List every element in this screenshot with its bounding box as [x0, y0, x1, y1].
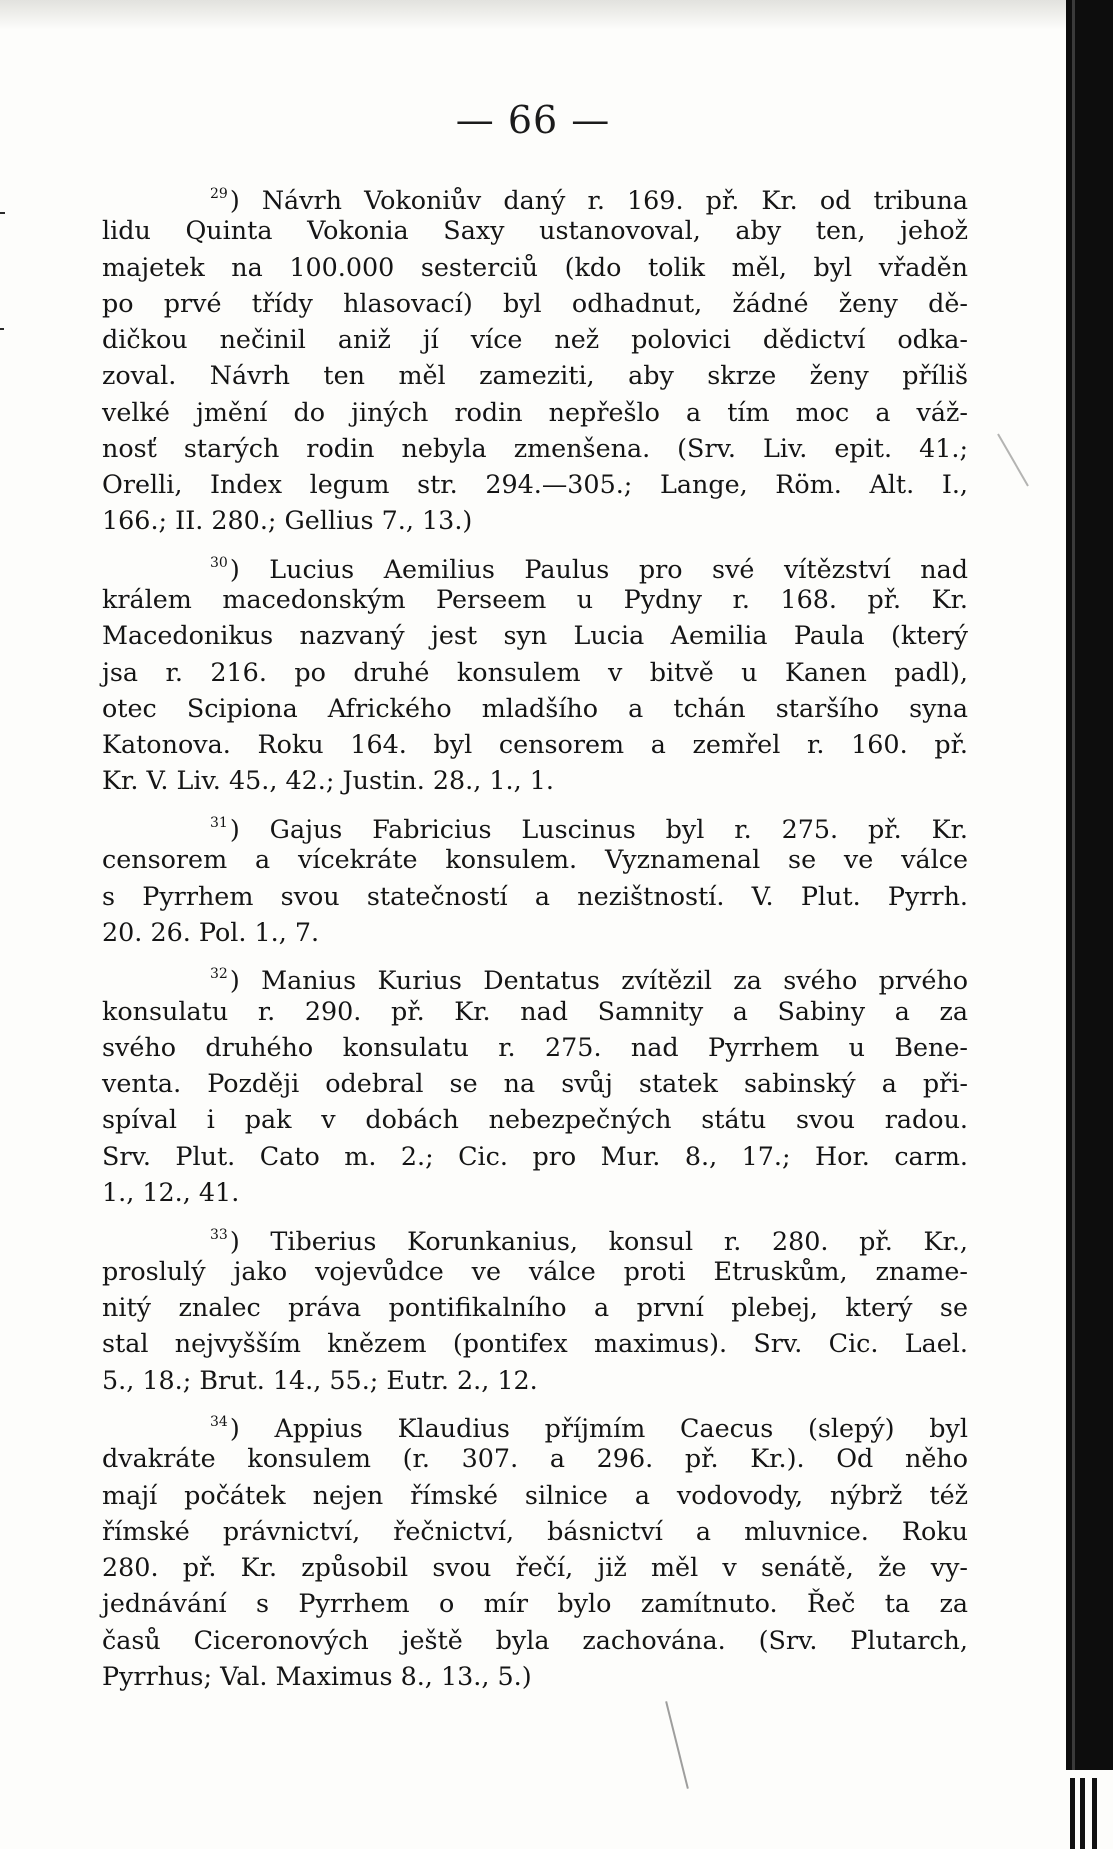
footnote-line — [102, 1477, 968, 1513]
footnote-marker-paren: ) — [229, 553, 270, 584]
footnote-text: konsulatu r. 290. př. Kr. nad Samnity a Sabiny a za — [102, 995, 968, 1026]
footnote-text: lidu Quinta Vokonia Saxy ustanovoval, aby ten, jehož — [102, 215, 968, 246]
footnote-text: po prvé třídy hlasovací) byl odhadnut, žádné ženy dě- — [102, 287, 968, 318]
footnote-text: Srv. Plut. Cato m. 2.; Cic. pro Mur. 8., 17.; Hor. carm. — [102, 1140, 968, 1171]
footnote-line — [102, 502, 968, 538]
footnote-text: majetek na 100.000 sesterciů (kdo tolik měl, byl vřaděn — [102, 251, 968, 282]
footnote-text: Pyrrhus; Val. Maximus 8., 13., 5.) — [102, 1660, 532, 1691]
footnote-line — [102, 993, 968, 1029]
footnote-line — [102, 1404, 968, 1444]
footnote-marker: 32 — [210, 966, 228, 983]
footnote-marker-paren: ) — [229, 1413, 275, 1444]
footnote-text: 166.; II. 280.; Gellius 7., 13.) — [102, 505, 473, 536]
footnote-text: spíval i pak v dobách nebezpečných státu svou radou. — [102, 1104, 968, 1135]
footnote-line — [102, 1174, 968, 1210]
footnote-text: 5., 18.; Brut. 14., 55.; Eutr. 2., 12. — [102, 1364, 538, 1395]
footnote-text: 20. 26. Pol. 1., 7. — [102, 916, 320, 947]
footnote-text: dvakráte konsulem (r. 307. a 296. př. Kr.). Od něho — [102, 1443, 968, 1474]
footnote-text: 1., 12., 41. — [102, 1176, 240, 1207]
footnote-line — [102, 1138, 968, 1174]
footnote-text: stal nejvyšším knězem (pontifex maximus). Srv. Cic. Lael. — [102, 1328, 968, 1359]
footnote-line — [102, 581, 968, 617]
footnote-text: s Pyrrhem svou statečností a nezištností. V. Plut. Pyrrh. — [102, 880, 968, 911]
footnote-marker-paren: ) — [229, 1225, 271, 1256]
footnote-text: svého druhého konsulatu r. 275. nad Pyrrhem u Bene- — [102, 1031, 968, 1062]
footnote-text: proslulý jako vojevůdce ve válce proti Etruskům, zname- — [102, 1255, 968, 1286]
footnote-line — [102, 1217, 968, 1256]
footnote-marker: 33 — [210, 1226, 228, 1243]
footnote-line — [102, 805, 968, 845]
footnote-31 — [102, 805, 968, 950]
footnote-text: nitý znalec práva pontifikalního a první plebej, který se — [102, 1292, 968, 1323]
footnote-line — [102, 956, 968, 996]
footnote-33 — [102, 1217, 968, 1398]
footnote-text: Orelli, Index legum str. 294.—305.; Lange, Röm. Alt. I., — [102, 469, 968, 499]
footnote-line — [102, 357, 968, 393]
footnote-text: Macedonikus nazvaný jest syn Lucia Aemilia Paula (který — [102, 620, 968, 651]
footnote-text: jsa r. 216. po druhé konsulem v bitvě u Kanen padl), — [102, 656, 968, 687]
scan-speck — [0, 212, 5, 214]
footnote-line — [102, 249, 968, 285]
footnote-line — [102, 212, 968, 248]
footnote-text: zoval. Návrh ten měl zameziti, aby skrze ženy příliš — [102, 360, 968, 391]
footnotes — [102, 176, 968, 1694]
footnote-text: nosť starých rodin nebyla zmenšena. (Srv. Liv. epit. 41.; — [102, 432, 968, 463]
footnote-marker-paren: ) — [229, 185, 262, 215]
footnote-line — [102, 1549, 968, 1585]
scan-top-shadow — [0, 0, 1066, 30]
footnote-text: censorem a vícekráte konsulem. Vyznamenal se ve válce — [102, 844, 968, 875]
footnote-text: Appius Klaudius příjmím Caecus (slepý) byl — [274, 1413, 968, 1444]
footnote-line — [102, 878, 968, 914]
footnote-line — [102, 394, 968, 430]
footnote-text: Kr. V. Liv. 45., 42.; Justin. 28., 1., 1. — [102, 765, 554, 796]
footnote-line — [102, 1585, 968, 1621]
footnote-32 — [102, 956, 968, 1210]
footnote-line — [102, 726, 968, 762]
footnote-line — [102, 1029, 968, 1065]
footnote-text: venta. Později odebral se na svůj statek sabinský a při- — [102, 1068, 968, 1099]
footnote-marker-paren: ) — [229, 965, 262, 996]
footnote-line — [102, 762, 968, 798]
scan-edge-mark — [1080, 1778, 1085, 1849]
footnote-line — [102, 1658, 968, 1694]
footnote-marker-paren: ) — [229, 814, 270, 845]
footnote-text: časů Ciceronových ještě byla zachována. (Srv. Plutarch, — [102, 1624, 968, 1655]
footnote-line — [102, 1101, 968, 1137]
footnote-line — [102, 466, 968, 502]
footnote-line — [102, 321, 968, 357]
footnote-line — [102, 654, 968, 690]
footnote-line — [102, 1513, 968, 1549]
footnote-line — [102, 841, 968, 877]
footnote-text: Návrh Vokoniův daný r. 169. př. Kr. od tribuna — [261, 185, 968, 215]
footnote-30 — [102, 545, 968, 799]
footnote-text: králem macedonským Perseem u Pydny r. 168. př. Kr. — [102, 584, 968, 615]
footnote-line — [102, 430, 968, 466]
footnote-text: Katonova. Roku 164. byl censorem a zemřel r. 160. př. — [102, 729, 968, 760]
scan-edge-streak — [1072, 0, 1075, 1849]
footnote-marker: 29 — [210, 186, 228, 202]
scan-bottom-corner — [1066, 1770, 1113, 1849]
scan-edge-mark — [1092, 1778, 1097, 1849]
footnote-line — [102, 545, 968, 584]
footnote-text: Lucius Aemilius Paulus pro své vítězství nad — [269, 553, 968, 584]
footnote-text: otec Scipiona Afrického mladšího a tchán staršího syna — [102, 692, 968, 723]
page-number: — 66 — — [455, 98, 611, 142]
scan-edge-mark — [1070, 1778, 1075, 1849]
footnote-34 — [102, 1404, 968, 1694]
footnote-text: velké jmění do jiných rodin nepřešlo a tím moc a váž- — [102, 396, 968, 427]
scan-speck — [0, 328, 4, 330]
footnote-text: Tiberius Korunkanius, konsul r. 280. př. Kr., — [270, 1225, 968, 1256]
footnote-text: mají počátek nejen římské silnice a vodovody, nýbrž též — [102, 1479, 968, 1510]
footnote-line — [102, 1362, 968, 1398]
footnote-text: jednávání s Pyrrhem o mír bylo zamítnuto. Řeč ta za — [102, 1588, 968, 1619]
footnote-line — [102, 1253, 968, 1289]
footnote-text: římské právnictví, řečnictví, básnictví a mluvnice. Roku — [102, 1515, 968, 1546]
footnote-marker: 30 — [210, 554, 228, 571]
footnote-text: Gajus Fabricius Luscinus byl r. 275. př. Kr. — [269, 814, 968, 845]
footnote-line — [102, 176, 968, 215]
footnote-line — [102, 617, 968, 653]
footnote-29 — [102, 176, 968, 539]
footnote-line — [102, 1440, 968, 1476]
footnote-line — [102, 914, 968, 950]
scan-right-edge — [1066, 0, 1113, 1849]
footnote-text: Manius Kurius Dentatus zvítězil za svého prvého — [261, 965, 968, 996]
footnote-text: dičkou nečinil aniž jí více než polovici dědictví odka- — [102, 324, 968, 354]
footnote-text: 280. př. Kr. způsobil svou řečí, již měl v senátě, že vy- — [102, 1552, 968, 1583]
footnote-line — [102, 1065, 968, 1101]
footnote-line — [102, 1325, 968, 1361]
footnote-line — [102, 1622, 968, 1658]
footnote-marker: 34 — [210, 1414, 228, 1431]
footnote-line — [102, 285, 968, 321]
footnote-line — [102, 690, 968, 726]
footnote-line — [102, 1289, 968, 1325]
footnote-marker: 31 — [210, 815, 228, 832]
